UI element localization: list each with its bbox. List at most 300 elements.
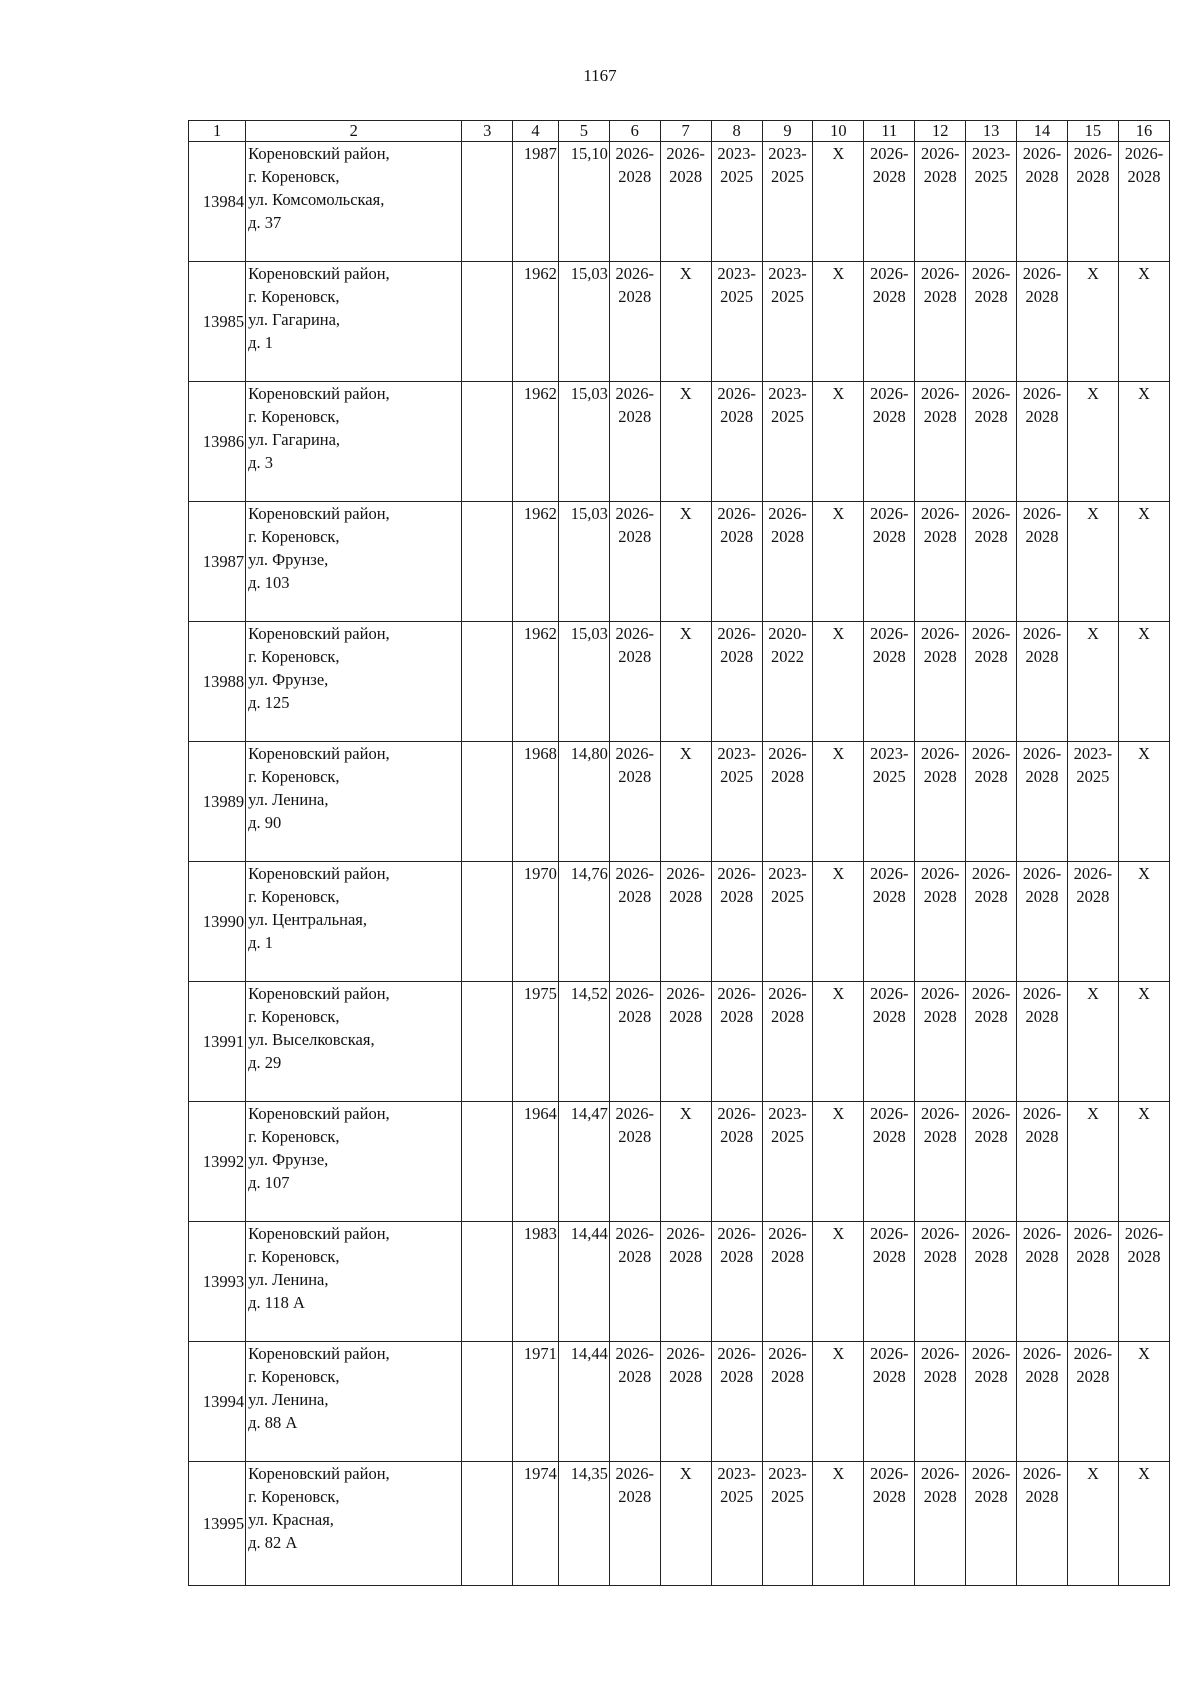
period-text: 2028 (1025, 1367, 1059, 1386)
col3-cell (462, 502, 513, 622)
period-text: 2026- (1022, 1344, 1062, 1363)
period-cell (711, 262, 762, 382)
address-line: г. Кореновск, (248, 647, 340, 666)
period-text: 2028 (923, 647, 957, 666)
row-id-cell: 13994 (189, 1342, 246, 1462)
period-text: 2026- (870, 264, 909, 283)
address-line: Кореновский район, (248, 624, 390, 643)
table-row (189, 1462, 1170, 1586)
period-cell (609, 502, 660, 622)
column-header: 5 (558, 121, 609, 142)
period-cell (1017, 622, 1068, 742)
period-cell (660, 502, 711, 622)
period-cell (915, 622, 966, 742)
column-header: 10 (813, 121, 864, 142)
period-text: 2026- (920, 984, 960, 1003)
period-text: 2026- (717, 1104, 756, 1123)
period-cell (609, 262, 660, 382)
year-cell: 1962 (513, 622, 559, 742)
period-text: 2026- (666, 1344, 705, 1363)
address-line: г. Кореновск, (248, 1007, 340, 1026)
period-text: 2028 (974, 887, 1008, 906)
period-text: 2028 (872, 527, 906, 546)
schedule-table (188, 120, 1170, 1586)
period-text: 2023- (717, 744, 756, 763)
period-text: 2026- (1022, 144, 1062, 163)
period-text: X (1137, 264, 1150, 283)
period-cell (711, 982, 762, 1102)
period-text: X (679, 1104, 692, 1123)
column-header: 3 (462, 121, 513, 142)
period-cell (711, 1342, 762, 1462)
period-cell (1067, 502, 1118, 622)
value-cell: 15,03 (558, 382, 609, 502)
row-id-cell: 13988 (189, 622, 246, 742)
period-cell (915, 1102, 966, 1222)
period-text: X (1086, 504, 1099, 523)
value-cell: 14,52 (558, 982, 609, 1102)
table-row (189, 982, 1170, 1102)
period-text: 2026- (666, 1224, 705, 1243)
period-text: 2028 (1076, 1247, 1110, 1266)
period-text: 2026- (920, 864, 960, 883)
period-cell (915, 262, 966, 382)
period-text: 2028 (1025, 647, 1059, 666)
period-cell (711, 502, 762, 622)
period-cell (609, 622, 660, 742)
period-text: 2026- (1073, 864, 1113, 883)
period-text: 2026- (717, 624, 756, 643)
period-cell (1017, 142, 1068, 262)
period-text: 2028 (770, 527, 804, 546)
period-text: 2026- (870, 504, 909, 523)
period-cell (609, 862, 660, 982)
table-row (189, 262, 1170, 382)
column-header: 11 (864, 121, 915, 142)
value-cell: 14,76 (558, 862, 609, 982)
period-text: 2026- (615, 1224, 655, 1243)
period-text: 2028 (720, 647, 754, 666)
period-cell (1067, 862, 1118, 982)
address-line: ул. Красная, (248, 1510, 334, 1529)
period-text: 2028 (872, 1367, 906, 1386)
period-text: 2026- (768, 1344, 807, 1363)
period-text: 2026- (615, 144, 655, 163)
period-text: 2028 (923, 287, 957, 306)
period-text: X (832, 1104, 845, 1123)
year-cell: 1974 (513, 1462, 559, 1586)
period-cell (864, 1342, 915, 1462)
period-cell (813, 502, 864, 622)
period-text: 2028 (974, 1367, 1008, 1386)
period-text: 2025 (770, 287, 804, 306)
year-cell: 1962 (513, 262, 559, 382)
period-text: 2026- (971, 744, 1011, 763)
table-row (189, 1222, 1170, 1342)
address-line: ул. Центральная, (248, 910, 367, 929)
period-text: 2028 (669, 167, 703, 186)
period-text: 2028 (923, 1487, 957, 1506)
period-cell (609, 1102, 660, 1222)
period-text: 2028 (1025, 287, 1059, 306)
row-id-cell: 13993 (189, 1222, 246, 1342)
period-cell (609, 742, 660, 862)
period-text: 2023- (971, 144, 1011, 163)
period-cell (660, 142, 711, 262)
period-text: 2028 (669, 887, 703, 906)
period-text: 2025 (770, 1127, 804, 1146)
period-text: 2028 (1076, 167, 1110, 186)
address-cell (246, 622, 462, 742)
period-text: X (1137, 384, 1150, 403)
period-text: 2026- (666, 864, 705, 883)
period-text: 2026- (1022, 1224, 1062, 1243)
address-line: Кореновский район, (248, 264, 390, 283)
period-cell (966, 862, 1017, 982)
period-text: 2025 (1076, 767, 1110, 786)
table-row (189, 742, 1170, 862)
period-text: 2028 (974, 1127, 1008, 1146)
period-cell (1017, 262, 1068, 382)
period-text: X (832, 1464, 845, 1483)
period-text: 2028 (1025, 887, 1059, 906)
address-line: д. 1 (248, 933, 274, 952)
period-cell (711, 742, 762, 862)
address-line: г. Кореновск, (248, 1247, 340, 1266)
period-text: 2028 (974, 647, 1008, 666)
period-cell (762, 502, 813, 622)
period-text: 2028 (618, 167, 652, 186)
column-header: 4 (513, 121, 559, 142)
period-cell (915, 382, 966, 502)
period-text: 2028 (720, 407, 754, 426)
period-text: X (1137, 744, 1150, 763)
period-text: 2026- (920, 144, 960, 163)
period-text: 2028 (872, 1127, 906, 1146)
address-line: г. Кореновск, (248, 167, 340, 186)
period-text: 2028 (669, 1007, 703, 1026)
period-text: 2025 (770, 887, 804, 906)
period-text: 2028 (1025, 527, 1059, 546)
address-line: д. 29 (248, 1053, 282, 1072)
period-cell (1017, 382, 1068, 502)
period-cell (762, 742, 813, 862)
address-line: ул. Гагарина, (248, 310, 341, 329)
period-cell (813, 1462, 864, 1586)
period-text: 2026- (615, 984, 655, 1003)
period-text: 2028 (618, 407, 652, 426)
period-text: X (832, 744, 845, 763)
period-cell (966, 142, 1017, 262)
column-header: 7 (660, 121, 711, 142)
period-text: X (1086, 624, 1099, 643)
row-id-cell: 13989 (189, 742, 246, 862)
period-cell (966, 382, 1017, 502)
period-text: 2026- (870, 624, 909, 643)
value-cell: 15,03 (558, 262, 609, 382)
address-line: Кореновский район, (248, 144, 390, 163)
period-cell (864, 262, 915, 382)
period-cell (609, 1222, 660, 1342)
period-text: 2028 (770, 1367, 804, 1386)
period-text: 2028 (1025, 767, 1059, 786)
period-text: 2028 (618, 1247, 652, 1266)
period-text: 2028 (1025, 1247, 1059, 1266)
period-text: 2026- (971, 624, 1011, 643)
address-line: г. Кореновск, (248, 1367, 340, 1386)
period-cell (966, 1342, 1017, 1462)
period-text: 2028 (618, 287, 652, 306)
address-line: г. Кореновск, (248, 1127, 340, 1146)
period-text: 2025 (770, 1487, 804, 1506)
column-header: 1 (189, 121, 246, 142)
period-text: 2026- (870, 1104, 909, 1123)
address-line: ул. Фрунзе, (248, 1150, 329, 1169)
period-text: X (1137, 1344, 1150, 1363)
period-text: X (1137, 1464, 1150, 1483)
period-text: X (832, 1344, 845, 1363)
period-text: 2028 (974, 287, 1008, 306)
address-line: ул. Комсомольская, (248, 190, 385, 209)
period-text: X (832, 144, 845, 163)
column-header: 6 (609, 121, 660, 142)
period-text: 2025 (720, 167, 754, 186)
period-text: 2023- (1073, 744, 1113, 763)
period-text: 2023- (768, 864, 807, 883)
period-text: 2028 (872, 647, 906, 666)
year-cell: 1970 (513, 862, 559, 982)
period-text: 2026- (615, 744, 655, 763)
period-text: 2026- (971, 1104, 1011, 1123)
address-line: д. 88 А (248, 1413, 298, 1432)
address-cell (246, 1342, 462, 1462)
col3-cell (462, 262, 513, 382)
period-cell (1118, 502, 1169, 622)
period-text: 2026- (1124, 144, 1164, 163)
period-text: X (1137, 864, 1150, 883)
value-cell: 15,03 (558, 622, 609, 742)
period-text: 2028 (923, 1367, 957, 1386)
period-cell (1118, 262, 1169, 382)
period-text: X (832, 1224, 845, 1243)
period-text: 2023- (768, 384, 807, 403)
period-cell (1067, 1462, 1118, 1586)
period-text: 2028 (1025, 1007, 1059, 1026)
period-cell (660, 622, 711, 742)
period-text: 2026- (971, 504, 1011, 523)
period-text: 2026- (920, 384, 960, 403)
period-text: 2026- (1073, 1344, 1113, 1363)
period-text: X (1137, 984, 1150, 1003)
period-cell (966, 502, 1017, 622)
period-cell (813, 1222, 864, 1342)
address-line: г. Кореновск, (248, 287, 340, 306)
period-text: 2026- (971, 1344, 1011, 1363)
period-cell (609, 382, 660, 502)
period-text: 2028 (770, 1007, 804, 1026)
period-cell (1118, 622, 1169, 742)
value-cell: 14,44 (558, 1222, 609, 1342)
period-text: 2028 (1025, 1127, 1059, 1146)
period-cell (762, 142, 813, 262)
period-text: 2026- (717, 504, 756, 523)
period-cell (1017, 742, 1068, 862)
period-text: 2026- (768, 504, 807, 523)
table-row (189, 382, 1170, 502)
period-text: 2028 (618, 527, 652, 546)
period-cell (1067, 142, 1118, 262)
period-text: 2025 (720, 287, 754, 306)
period-text: X (1086, 384, 1099, 403)
period-text: X (1086, 1104, 1099, 1123)
period-text: 2026- (1073, 144, 1113, 163)
period-cell (1017, 1342, 1068, 1462)
address-line: Кореновский район, (248, 1224, 390, 1243)
period-cell (813, 742, 864, 862)
period-cell (813, 382, 864, 502)
column-header: 2 (246, 121, 462, 142)
column-header: 8 (711, 121, 762, 142)
period-cell (660, 1102, 711, 1222)
address-line: д. 103 (248, 573, 290, 592)
column-header: 15 (1067, 121, 1118, 142)
period-cell (660, 862, 711, 982)
period-text: X (679, 744, 692, 763)
period-text: 2026- (768, 744, 807, 763)
period-cell (1067, 1222, 1118, 1342)
column-header: 12 (915, 121, 966, 142)
period-text: 2028 (923, 1127, 957, 1146)
address-line: д. 1 (248, 333, 274, 352)
column-header: 16 (1118, 121, 1169, 142)
period-cell (1118, 382, 1169, 502)
period-text: 2028 (669, 1367, 703, 1386)
col3-cell (462, 1102, 513, 1222)
period-cell (762, 1102, 813, 1222)
row-id-cell: 13987 (189, 502, 246, 622)
period-cell (966, 742, 1017, 862)
period-text: 2023- (768, 144, 807, 163)
period-text: 2028 (618, 1127, 652, 1146)
period-text: 2028 (872, 407, 906, 426)
address-line: ул. Гагарина, (248, 430, 341, 449)
period-text: 2026- (717, 864, 756, 883)
address-line: г. Кореновск, (248, 1487, 340, 1506)
period-text: 2028 (872, 1487, 906, 1506)
period-text: 2028 (720, 527, 754, 546)
period-cell (762, 382, 813, 502)
period-text: X (832, 984, 845, 1003)
period-text: 2025 (872, 767, 906, 786)
period-cell (864, 862, 915, 982)
period-cell (660, 262, 711, 382)
address-cell (246, 982, 462, 1102)
address-line: д. 125 (248, 693, 290, 712)
period-text: 2026- (1124, 1224, 1164, 1243)
period-text: 2028 (618, 1007, 652, 1026)
period-text: 2026- (920, 504, 960, 523)
period-text: 2026- (615, 504, 655, 523)
period-text: 2023- (717, 264, 756, 283)
period-text: 2026- (717, 984, 756, 1003)
period-text: 2028 (720, 1127, 754, 1146)
period-text: 2026- (870, 1464, 909, 1483)
period-cell (864, 1462, 915, 1586)
period-cell (660, 1462, 711, 1586)
period-text: 2026- (870, 1224, 909, 1243)
period-cell (711, 1462, 762, 1586)
period-text: 2026- (971, 1224, 1011, 1243)
period-text: 2028 (923, 167, 957, 186)
period-text: 2028 (872, 167, 906, 186)
col3-cell (462, 982, 513, 1102)
period-text: X (1086, 264, 1099, 283)
period-text: 2025 (720, 1487, 754, 1506)
address-cell (246, 1102, 462, 1222)
period-text: 2028 (618, 647, 652, 666)
address-line: Кореновский район, (248, 1344, 390, 1363)
period-cell (813, 1102, 864, 1222)
period-text: 2026- (870, 984, 909, 1003)
period-text: 2028 (720, 1367, 754, 1386)
period-text: 2028 (720, 887, 754, 906)
period-cell (660, 982, 711, 1102)
column-number-row (189, 121, 1170, 142)
period-text: 2023- (768, 1464, 807, 1483)
period-cell (660, 1342, 711, 1462)
address-line: ул. Фрунзе, (248, 670, 329, 689)
period-cell (915, 1222, 966, 1342)
address-line: Кореновский район, (248, 1104, 390, 1123)
period-cell (864, 1222, 915, 1342)
period-text: 2028 (872, 887, 906, 906)
table-row (189, 862, 1170, 982)
period-cell (915, 862, 966, 982)
period-text: 2028 (618, 767, 652, 786)
address-line: д. 37 (248, 213, 282, 232)
year-cell: 1962 (513, 382, 559, 502)
value-cell: 14,35 (558, 1462, 609, 1586)
col3-cell (462, 1342, 513, 1462)
period-text: 2028 (923, 407, 957, 426)
period-text: 2026- (717, 384, 756, 403)
period-cell (1067, 1102, 1118, 1222)
period-text: X (1086, 984, 1099, 1003)
period-cell (1017, 862, 1068, 982)
period-cell (966, 622, 1017, 742)
value-cell: 14,44 (558, 1342, 609, 1462)
period-text: 2020- (768, 624, 807, 643)
period-cell (660, 1222, 711, 1342)
address-line: Кореновский район, (248, 984, 390, 1003)
period-text: 2026- (1022, 864, 1062, 883)
period-text: X (679, 384, 692, 403)
period-text: 2026- (666, 984, 705, 1003)
period-cell (1067, 262, 1118, 382)
period-cell (1118, 742, 1169, 862)
period-cell (813, 622, 864, 742)
period-text: 2023- (870, 744, 909, 763)
period-text: 2023- (768, 1104, 807, 1123)
table-row (189, 1342, 1170, 1462)
period-cell (609, 982, 660, 1102)
period-cell (1067, 622, 1118, 742)
period-text: 2028 (974, 1247, 1008, 1266)
period-cell (1118, 1462, 1169, 1586)
period-text: 2028 (872, 1247, 906, 1266)
table-row (189, 142, 1170, 262)
period-text: 2026- (1073, 1224, 1113, 1243)
